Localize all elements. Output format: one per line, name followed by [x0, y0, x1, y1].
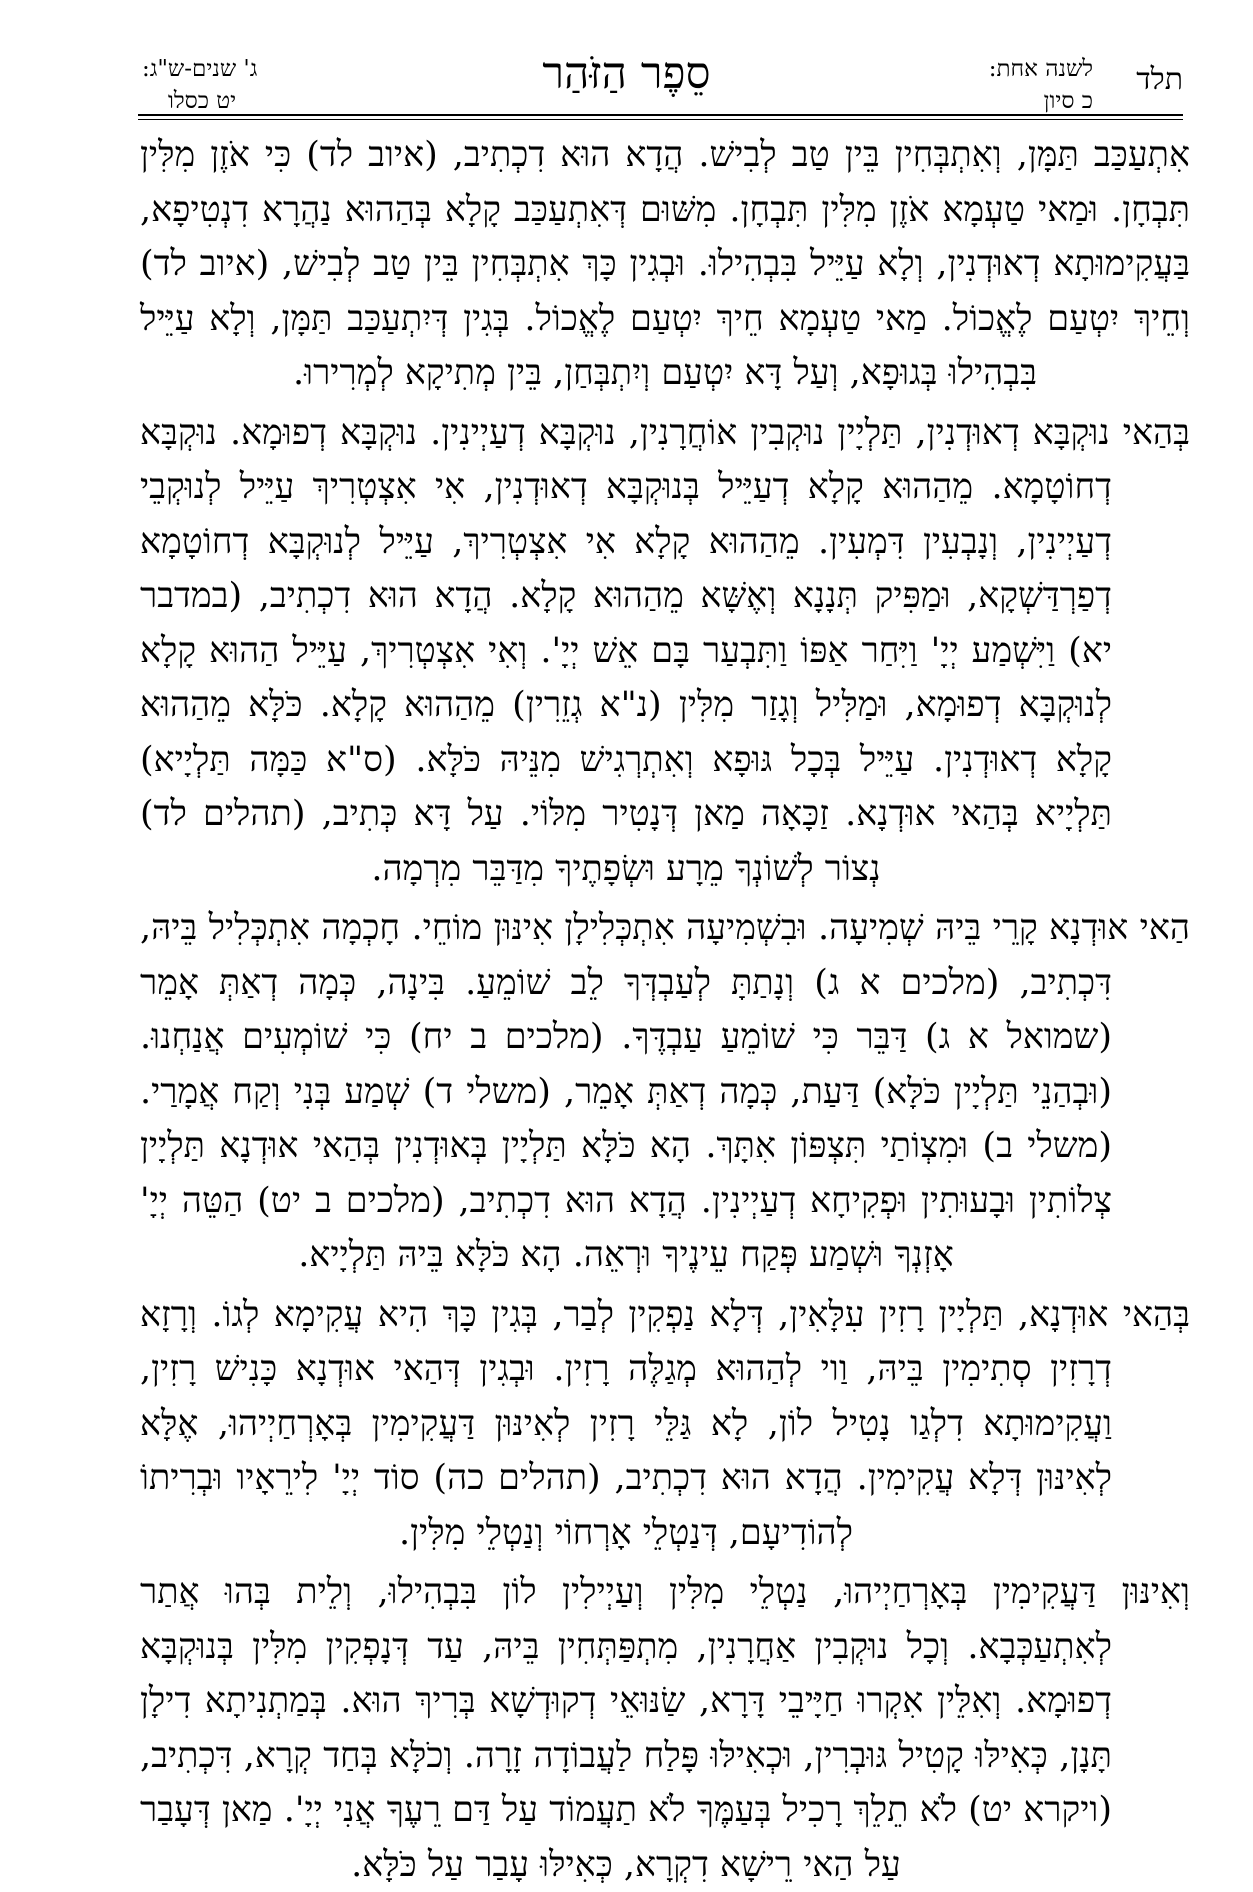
- paragraph: בְּהַאי אוּדְנָא, תַּלְיָין רָזִין עִלָּאִין, דְּלָא נַפְקִין לְבַר, בְּגִין כָּךְ הִיא עֲקִימָא לְגוֹ. וְרָזָא דְרָזִין סְתִימִין בֵּיהּ, וַוי לְהַהוּא מְגַלֶּה רָזִין. וּבְגִין דְּהַאי אוּדְנָא כָּנִישׁ רָזִין, וַעֲקִימוּתָא דִלְגַו נָטִיל לוֹן, לָא גַּלֵּי רָזִין לְאִינּוּן דַּעֲקִימִין בְּאָרְחַיְיהוּ, אֶלָּא לְאִינּוּן דְּלָא עֲקִימִין. הֲדָא הוּא דִכְתִיב, (תהלים כה) סוֹד יְיָ' לִירֵאָיו וּבְרִיתוֹ לְהוֹדִיעָם, דְּנַטְלֵי אָרְחוֹי וְנַטְלֵי מִלִּין.: [140, 1294, 1190, 1553]
- paragraph: אִתְעַכַּב תַּמָּן, וְאִתְבְּחִין בֵּין טַב לְבִישׁ. הֲדָא הוּא דִכְתִיב, (איוב לד) כִּי אֹזֶן מִלִּין תִּבְחָן. וּמַאי טַעְמָא אֹזֶן מִלִּין תִּבְחָן. מִשּׁוּם דְּאִתְעַכַּב קָלָא בְּהַהוּא נַהֲרָא דִנְטִיפָא, בַּעֲקִימוּתָא דְאוּדְנִין, וְלָא עַיֵּיל בִּבְהִילוּ. וּבְגִין כָּךְ אִתְבְּחִין בֵּין טַב לְבִישׁ, (איוב לד) וְחֵיךְ יִטְעַם לֶאֱכוֹל. מַאי טַעְמָא חֵיךְ יִטְעַם לֶאֱכוֹל. בְּגִין דְּיִתְעַכַּב תַּמָּן, וְלָא עַיֵּיל בִּבְהִילוּ בְּגוּפָא, וְעַל דָּא יִטְעַם וְיִתְבְּחַן, בֵּין מְתִיקָא לְמְרִירוּ.: [140, 135, 1190, 393]
- header-left-line-1: ג' שנים-ש"ג:: [142, 56, 258, 82]
- header-right-line-2: כ סיון: [1043, 88, 1093, 114]
- header-rule-thin: [138, 119, 1183, 120]
- paragraph: הַאי אוּדְנָא קָרֵי בֵּיהּ שְׁמִיעָה. וּבִשְׁמִיעָה אִתְכְּלִילָן אִינּוּן מוֹחֵי. חָכְמָה אִתְכְּלִיל בֵּיהּ, דִּכְתִיב, (מלכים א ג) וְנָתַתָּ לְעַבְדְּךָ לֵב שׁוֹמֵעַ. בִּינָה, כְּמָה דְאַתְּ אָמֵר (שמואל א ג) דַּבֵּר כִּי שׁוֹמֵעַ עַבְדֶּךָ. (מלכים ב יח) כִּי שׁוֹמְעִים אֲנַחְנוּ. (וּבְהַנֵי תַּלְיָין כֹּלָּא) דַּעַת, כְּמָה דְאַתְּ אָמֵר, (משלי ד) שְׁמַע בְּנִי וְקַח אֲמָרַי. (משלי ב) וּמִצְוֹתַי תִּצְפּוֹן אִתָּךְ. הָא כֹּלָּא תַּלְיָין בְּאוּדְנִין בְּהַאי אוּדְנָא תַּלְיָין צְלוֹתִין וּבָעוּתִין וּפְקִיחָא דְעַיְינִין. הֲדָא הוּא דִכְתִיב, (מלכים ב יט) הַטֵּה יְיָ' אָזְנְךָ וּשְׁמַע פְּקַח עֵינֶיךָ וּרְאֵה. הָא כֹּלָּא בֵּיהּ תַּלְיָיא.: [140, 908, 1190, 1275]
- paragraph: וְאִינּוּן דַּעֲקִימִין בְּאָרְחַיְיהוּ, נַטְלֵי מִלִּין וְעַיְילִין לוֹן בִּבְהִילוּ, וְלֵית בְּהוּ אֲתַר לְאִתְעַכְּבָא. וְכָל נוּקְבִין אַחֲרָנִין, מִתְפַּתְּחִין בֵּיהּ, עַד דְּנָפְקִין מִלִּין בְּנוּקְבָּא דְפוּמָא. וְאִלֵּין אִקְרוּ חַיָּיבֵי דָּרָא, שַׂנּוּאֵי דְקוּדְשָׁא בְּרִיךְ הוּא. בְּמַתְנִיתָא דִילָן תָּנָן, כְּאִילּוּ קָטִיל גּוּבְרִין, וּכְאִילּוּ פָּלַח לַעֲבוֹדָה זָרָה. וְכֹלָּא בְּחַד קְרָא, דִּכְתִיב, (ויקרא יט) לֹא תֵלֵךְ רָכִיל בְּעַמֶּךָ לֹא תַעֲמוֹד עַל דַּם רֵעֶךָ אֲנִי יְיָ'. מַאן דְּעָבַר עַל הַאי רֵישָׁא דִקְרָא, כְּאִילּוּ עָבַר עַל כֹּלָּא.: [140, 1572, 1190, 1885]
- header-left-line-2: יט כסלו: [168, 88, 237, 114]
- book-title: סֵפֶר הַזֹּהַר: [542, 48, 711, 99]
- main-text: [140, 128, 1190, 1885]
- header-rule: [138, 114, 1183, 116]
- header-right-line-1: לשנה אחת:: [988, 56, 1093, 82]
- paragraph: בְּהַאי נוּקְבָּא דְאוּדְנִין, תַּלְיָין נוּקְבִין אוֹחֲרָנִין, נוּקְבָּא דְעַיְינִין. נוּקְבָּא דְפוּמָא. נוּקְבָּא דְחוֹטָמָא. מֵהַהוּא קָלָא דְעַיֵּיל בְּנוּקְבָּא דְאוּדְנִין, אִי אִצְטְרִיךְ עַיֵּיל לְנוּקְבֵי דְעַיְינִין, וְנָבְעִין דִּמְעִין. מֵהַהוּא קָלָא אִי אִצְטְרִיךְ, עַיֵּיל לְנוּקְבָּא דְחוֹטָמָא דְפַרְדַּשְׁקָא, וּמַפִּיק תְּנָנָא וְאֶשָּׁא מֵהַהוּא קָלָא. הֲדָא הוּא דִכְתִיב, (במדבר יא) וַיִּשְׁמַע יְיָ' וַיִּחַר אַפּוֹ וַתִּבְעַר בָּם אֵשׁ יְיָ'. וְאִי אִצְטְרִיךְ, עַיֵּיל הַהוּא קָלָא לְנוּקְבָּא דְפוּמָא, וּמַלִּיל וְגָזַר מִלִּין (נ"א גְזֵרִין) מֵהַהוּא קָלָא. כֹּלָּא מֵהַהוּא קָלָא דְאוּדְנִין. עַיֵּיל בְּכָל גּוּפָא וְאִתְרְגִישׁ מִנֵּיהּ כֹּלָּא. (ס"א כַּמָּה תַּלְיָיא) תַּלְיָיא בְּהַאי אוּדְנָא. זַכָּאָה מַאן דְּנָטִיר מִלּוֹי. עַל דָּא כְּתִיב, (תהלים לד) נְצוֹר לְשׁוֹנְךָ מֵרָע וּשְׂפָתֶיךָ מִדַּבֵּר מִרְמָה.: [140, 412, 1190, 889]
- running-header: [0, 0, 1253, 115]
- page-number: תלד: [1136, 62, 1183, 97]
